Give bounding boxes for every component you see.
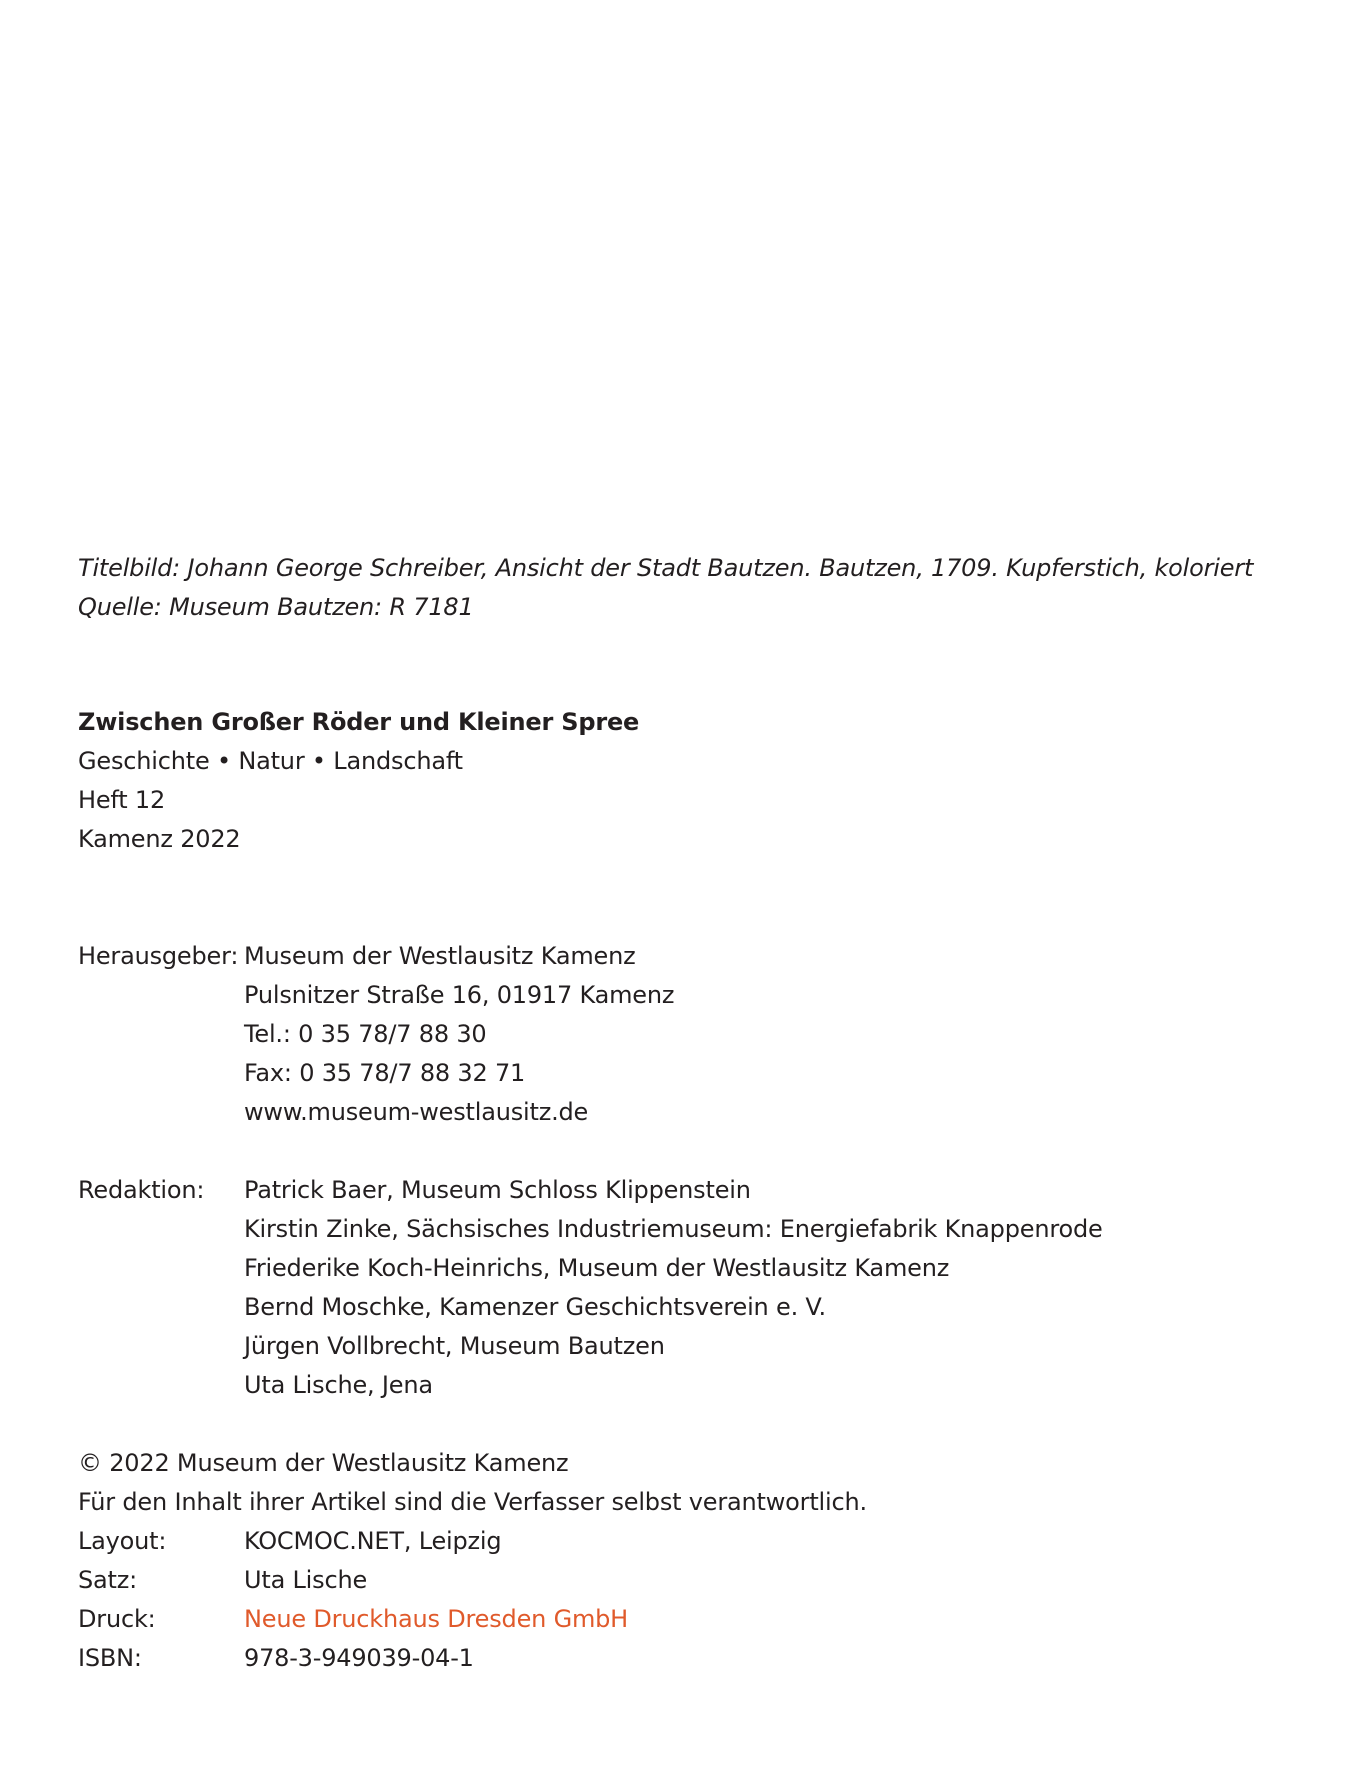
- druck-row: [78, 1600, 1258, 1639]
- editor-item: Bernd Moschke, Kamenzer Geschichtsverein e. V.: [244, 1293, 826, 1321]
- editors-label: Redaktion:: [78, 1176, 205, 1204]
- druck-value: Neue Druckhaus Dresden GmbH: [244, 1605, 629, 1633]
- druck-label: Druck:: [78, 1605, 156, 1633]
- publisher-name: Museum der Westlausitz Kamenz: [244, 942, 636, 970]
- publisher-row: [78, 937, 1258, 1132]
- editor-item: Jürgen Vollbrecht, Museum Bautzen: [244, 1332, 665, 1360]
- cover-caption: [78, 549, 1258, 627]
- editor-item: Friederike Koch-Heinrichs, Museum der Westlausitz Kamenz: [244, 1254, 950, 1282]
- publisher-lines: [244, 937, 674, 1132]
- isbn-label: ISBN:: [78, 1644, 142, 1672]
- imprint-block: [78, 1444, 1258, 1678]
- publication-title: Zwischen Großer Röder und Kleiner Spree: [78, 708, 640, 736]
- editors-lines: [244, 1171, 1103, 1405]
- satz-value: Uta Lische: [244, 1566, 368, 1594]
- editors-row: [78, 1171, 1258, 1405]
- disclaimer-line: Für den Inhalt ihrer Artikel sind die Verfasser selbst verantwortlich.: [78, 1488, 867, 1516]
- editor-item: Patrick Baer, Museum Schloss Klippenstein: [244, 1176, 751, 1204]
- publisher-website: www.museum-westlausitz.de: [244, 1098, 589, 1126]
- satz-label: Satz:: [78, 1566, 138, 1594]
- publisher-address: Pulsnitzer Straße 16, 01917 Kamenz: [244, 981, 675, 1009]
- copyright-line: © 2022 Museum der Westlausitz Kamenz: [78, 1449, 569, 1477]
- publication-place-year: Kamenz 2022: [78, 825, 241, 853]
- publisher-fax: Fax: 0 35 78/7 88 32 71: [244, 1059, 526, 1087]
- editor-item: Uta Lische, Jena: [244, 1371, 433, 1399]
- publisher-phone: Tel.: 0 35 78/7 88 30: [244, 1020, 487, 1048]
- publisher-label: Herausgeber:: [78, 942, 239, 970]
- editor-item: Kirstin Zinke, Sächsisches Industriemuseum: Energiefabrik Knappenrode: [244, 1215, 1103, 1243]
- editors-block: [78, 1171, 1258, 1405]
- layout-label: Layout:: [78, 1527, 167, 1555]
- isbn-value: 978-3-949039-04-1: [244, 1644, 474, 1672]
- publication-subtitle: Geschichte • Natur • Landschaft: [78, 747, 463, 775]
- cover-source-line: Quelle: Museum Bautzen: R 7181: [78, 593, 474, 621]
- cover-caption-line: Titelbild: Johann George Schreiber, Ansicht der Stadt Bautzen. Bautzen, 1709. Kupferstich, koloriert: [78, 554, 1254, 582]
- publication-issue: Heft 12: [78, 786, 166, 814]
- layout-value: KOCMOC.NET, Leipzig: [244, 1527, 502, 1555]
- layout-row: [78, 1522, 1258, 1561]
- isbn-row: [78, 1639, 1258, 1678]
- publication-title-block: [78, 703, 1258, 859]
- publisher-block: [78, 937, 1258, 1132]
- satz-row: [78, 1561, 1258, 1600]
